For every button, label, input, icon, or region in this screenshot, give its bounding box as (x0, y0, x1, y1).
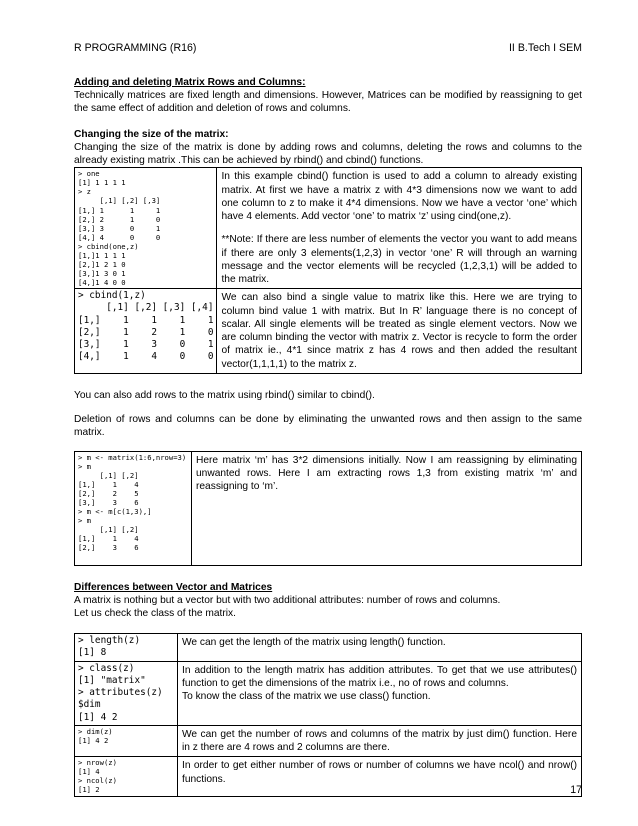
code-block-delete-rows: > m <- matrix(1:6,nrow=3) > m [,1] [,2] [1,] 1 4 [2,] 2 5 [3,] 3 6 > m <- m[c(1,3),] > m [,1] [,2] [1,] 1 4 [2,] 3 6 (78, 452, 187, 553)
explanation-cell (178, 661, 582, 725)
code-block-nrow-ncol: > nrow(z) [1] 4 > ncol(z) [1] 2 (78, 758, 117, 795)
section-heading-changing-size: Changing the size of the matrix: (74, 128, 229, 140)
cbind-examples-table (74, 167, 582, 374)
explanation-text: We can get the number of rows and columns of the matrix by just dim() function. Here in z there are 4 rows and 2 columns are there. (182, 728, 577, 754)
explanation-text: In order to get either number of rows or number of columns we have ncol() and nrow() functions. (182, 760, 577, 785)
rbind-paragraph: You can also add rows to the matrix using rbind() similar to cbind(). (74, 389, 375, 401)
explanation-cell (217, 289, 582, 374)
code-cell (75, 725, 178, 757)
explanation-cell (178, 757, 582, 796)
table-row (75, 757, 582, 796)
table-row (75, 634, 582, 661)
code-block-length: > length(z) [1] 8 (78, 635, 141, 659)
explanation-text: Here matrix ‘m’ has 3*2 dimensions initially. Now I am reassigning by eliminating unwanted rows. Here I am extracting rows 1,3 from existing matrix ‘m’ and reassigning to ‘m’. (196, 454, 577, 493)
explanation-cell (178, 634, 582, 661)
code-cell (75, 634, 178, 661)
table-row (75, 168, 582, 289)
table-row (75, 661, 582, 725)
explanation-text: We can get the length of the matrix using length() function. (182, 637, 446, 649)
matrix-attributes-table (74, 633, 582, 796)
differences-line-1: A matrix is nothing but a vector but with two additional attributes: number of rows and columns. (74, 594, 501, 606)
code-cell (75, 757, 178, 796)
deletion-example-table (74, 451, 582, 566)
code-cell (75, 661, 178, 725)
header-course: R PROGRAMMING (R16) (74, 42, 197, 54)
section-intro-changing-size: Changing the size of the matrix is done by adding rows and columns, deleting the rows and columns to the already existing matrix .This can be achieved by rbind() and cbind() functions. (74, 141, 582, 167)
table-row (75, 725, 582, 757)
note-text: **Note: If there are less number of elements the vector you want to add means if there are only 3 elements(1,2,3) in vector ‘one’ R will through an warning message and the vector elements will be recycled (1,2,3,1) will be added to the matrix. (221, 234, 577, 286)
differences-line-2: Let us check the class of the matrix. (74, 608, 236, 620)
code-block-dim: > dim(z) [1] 4 2 (78, 726, 113, 745)
section-heading-differences: Differences between Vector and Matrices (74, 581, 273, 593)
section-intro-adding-deleting: Technically matrices are fixed length and dimensions. However, Matrices can be modified by reassigning to get the same effect of addition and deletion of rows and columns. (74, 90, 582, 115)
deletion-paragraph: Deletion of rows and columns can be done by eliminating the unwanted rows and then assign to the same matrix. (74, 414, 582, 439)
code-cell (75, 451, 192, 565)
page-header (74, 42, 582, 56)
table-row (75, 451, 582, 565)
code-block-cbind-one: > one [1] 1 1 1 1 > z [,1] [,2] [,3] [1,] 1 1 1 [2,] 2 1 0 [3,] 3 0 1 [4,] 4 0 0 > cbind(one,z) [1,]1 1 1 1 [2,]1 2 1 0 [3,]1 3 0 1 [4,]1 4 0 0 (78, 169, 161, 288)
explanation-text: In this example cbind() function is used to add a column to already existing matrix. At first we have a matrix z with 4*3 dimensions now we want to add one column to z to make it 4*4 dimensions. Now we have a vector ‘one’ which have 4 elements. Add vector ‘one’ to matrix ‘z’ using cind(one,z). (221, 171, 577, 223)
code-cell (75, 289, 217, 374)
explanation-text: We can also bind a single value to matrix like this. Here we are trying to column bind value 1 with matrix. But In R’ language there is no concept of scalar. All single elements will be treated as single element vectors. Now we are column binding the vector with matrix z. Vector is recycle to form the order of matrix ie., 4*1 since matrix z has 4 rows and then added the resultant vector(1,1,1,1) to the matrix z. (221, 292, 577, 370)
code-block-class-attributes: > class(z) [1] "matrix" > attributes(z) $dim [1] 4 2 (78, 662, 163, 723)
document-page (74, 42, 582, 797)
header-semester: II B.Tech I SEM (508, 42, 582, 54)
explanation-text-class: To know the class of the matrix we use class() function. (182, 691, 431, 703)
explanation-text: In addition to the length matrix has addition attributes. To get that we use attributes() function to get the dimensions of the matrix i.e., no of rows and columns. (182, 664, 577, 689)
explanation-cell (192, 451, 582, 565)
code-cell (75, 168, 217, 289)
section-heading-adding-deleting: Adding and deleting Matrix Rows and Columns: (74, 76, 306, 88)
code-block-cbind-scalar: > cbind(1,z) [,1] [,2] [,3] [,4] [1,] 1 1 1 1 [2,] 1 2 1 0 [3,] 1 3 0 1 [4,] 1 4 0 0 (78, 290, 214, 363)
explanation-cell (217, 168, 582, 289)
table-row (75, 289, 582, 374)
page-number: 17 (570, 784, 582, 796)
explanation-cell (178, 725, 582, 757)
